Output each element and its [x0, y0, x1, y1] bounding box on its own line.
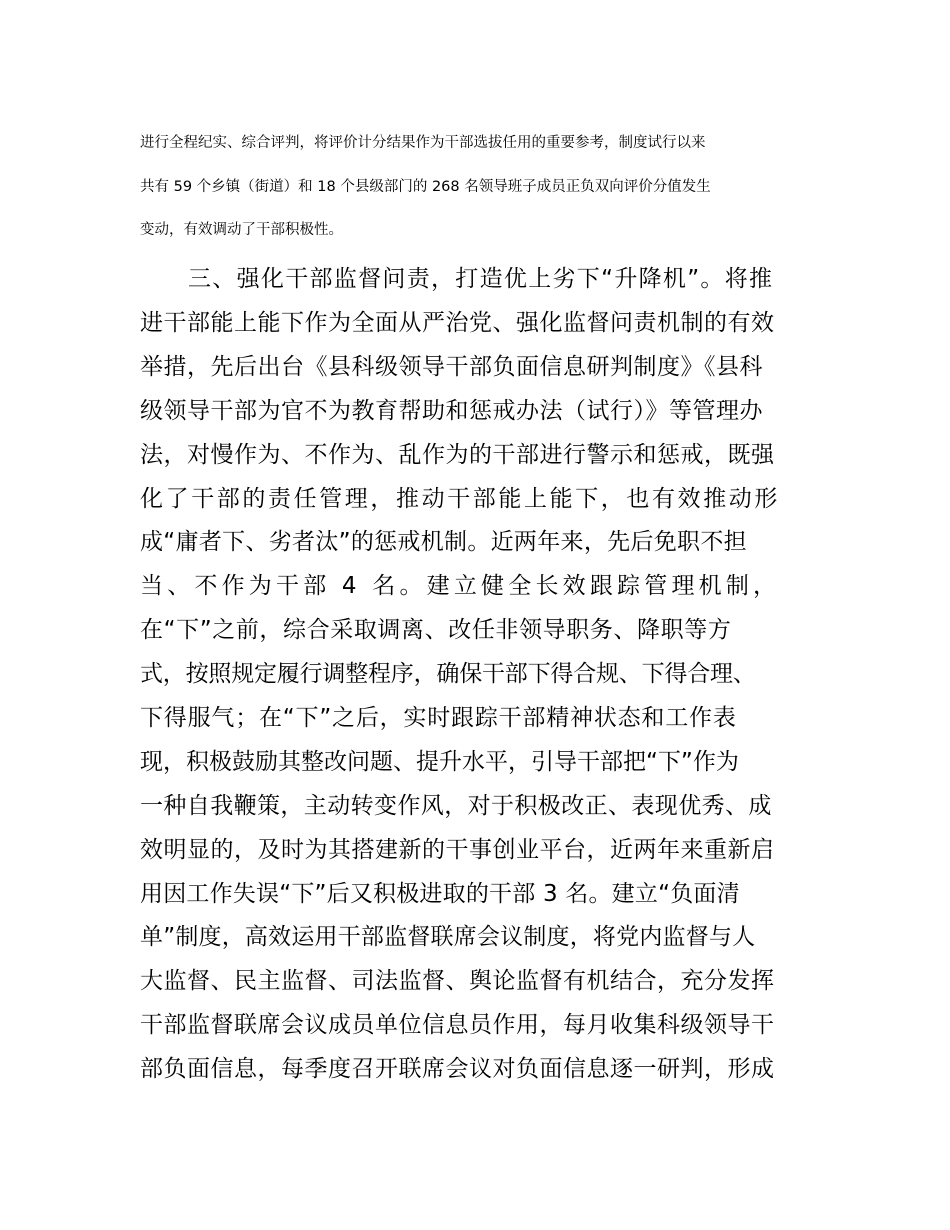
section-three-line-9: 在“下”之前，综合采取调离、改任非领导职务、降职等方 — [140, 617, 732, 643]
section-three-line-13: 一种自我鞭策，主动转变作风，对于积极改正、表现优秀、成 — [140, 793, 772, 819]
section-three-line-5: 法，对慢作为、不作为、乱作为的干部进行警示和惩戒，既强 — [140, 442, 775, 468]
section-three-line-15: 用因工作失误“下”后又积极进取的干部 3 名。建立“负面清 — [140, 881, 740, 907]
section-three-line-17: 大监督、民主监督、司法监督、舆论监督有机结合，充分发挥 — [140, 968, 775, 994]
section-three-line-10: 式，按照规定履行调整程序，确保干部下得合规、下得合理、 — [140, 661, 756, 687]
section-three-line-6: 化了干部的责任管理，推动干部能上能下，也有效推动形 — [140, 486, 780, 512]
section-three-line-8: 当、不作为干部 4 名。建立健全长效跟踪管理机制， — [140, 573, 781, 599]
section-three-line-7: 成“庸者下、劣者汰”的惩戒机制。近两年来，先后免职不担 — [140, 529, 747, 555]
section-three-line-16: 单”制度，高效运用干部监督联席会议制度，将党内监督与人 — [140, 924, 756, 950]
section-three-line-3: 举措，先后出台《县科级领导干部负面信息研判制度》《县科 — [140, 354, 763, 380]
intro-line-1: 进行全程纪实、综合评判，将评价计分结果作为干部选拔任用的重要参考，制度试行以来 — [140, 135, 706, 151]
section-three-line-12: 现，积极鼓励其整改问题、提升水平，引导干部把“下”作为 — [140, 749, 739, 775]
section-three-line-11: 下得服气；在“下”之后，实时跟踪干部精神状态和工作表 — [140, 705, 737, 731]
intro-line-3: 变动，有效调动了干部积极性。 — [140, 222, 343, 238]
section-three-line-14: 效明显的，及时为其搭建新的干事创业平台，近两年来重新启 — [140, 837, 775, 863]
section-three-line-18: 干部监督联席会议成员单位信息员作用，每月收集科级领导干 — [140, 1012, 775, 1038]
section-three-heading-line: 三、强化干部监督问责，打造优上劣下“升降机”。将推 — [188, 266, 774, 292]
section-three-line-19: 部负面信息，每季度召开联席会议对负面信息逐一研判，形成 — [140, 1056, 775, 1082]
section-three-line-4: 级领导干部为官不为教育帮助和惩戒办法（试行）》等管理办 — [140, 398, 763, 424]
intro-line-2: 共有 59 个乡镇（街道）和 18 个县级部门的 268 名领导班子成员正负双向评价分值发生 — [140, 179, 711, 195]
section-three-line-2: 进干部能上能下作为全面从严治党、强化监督问责机制的有效 — [140, 310, 775, 336]
